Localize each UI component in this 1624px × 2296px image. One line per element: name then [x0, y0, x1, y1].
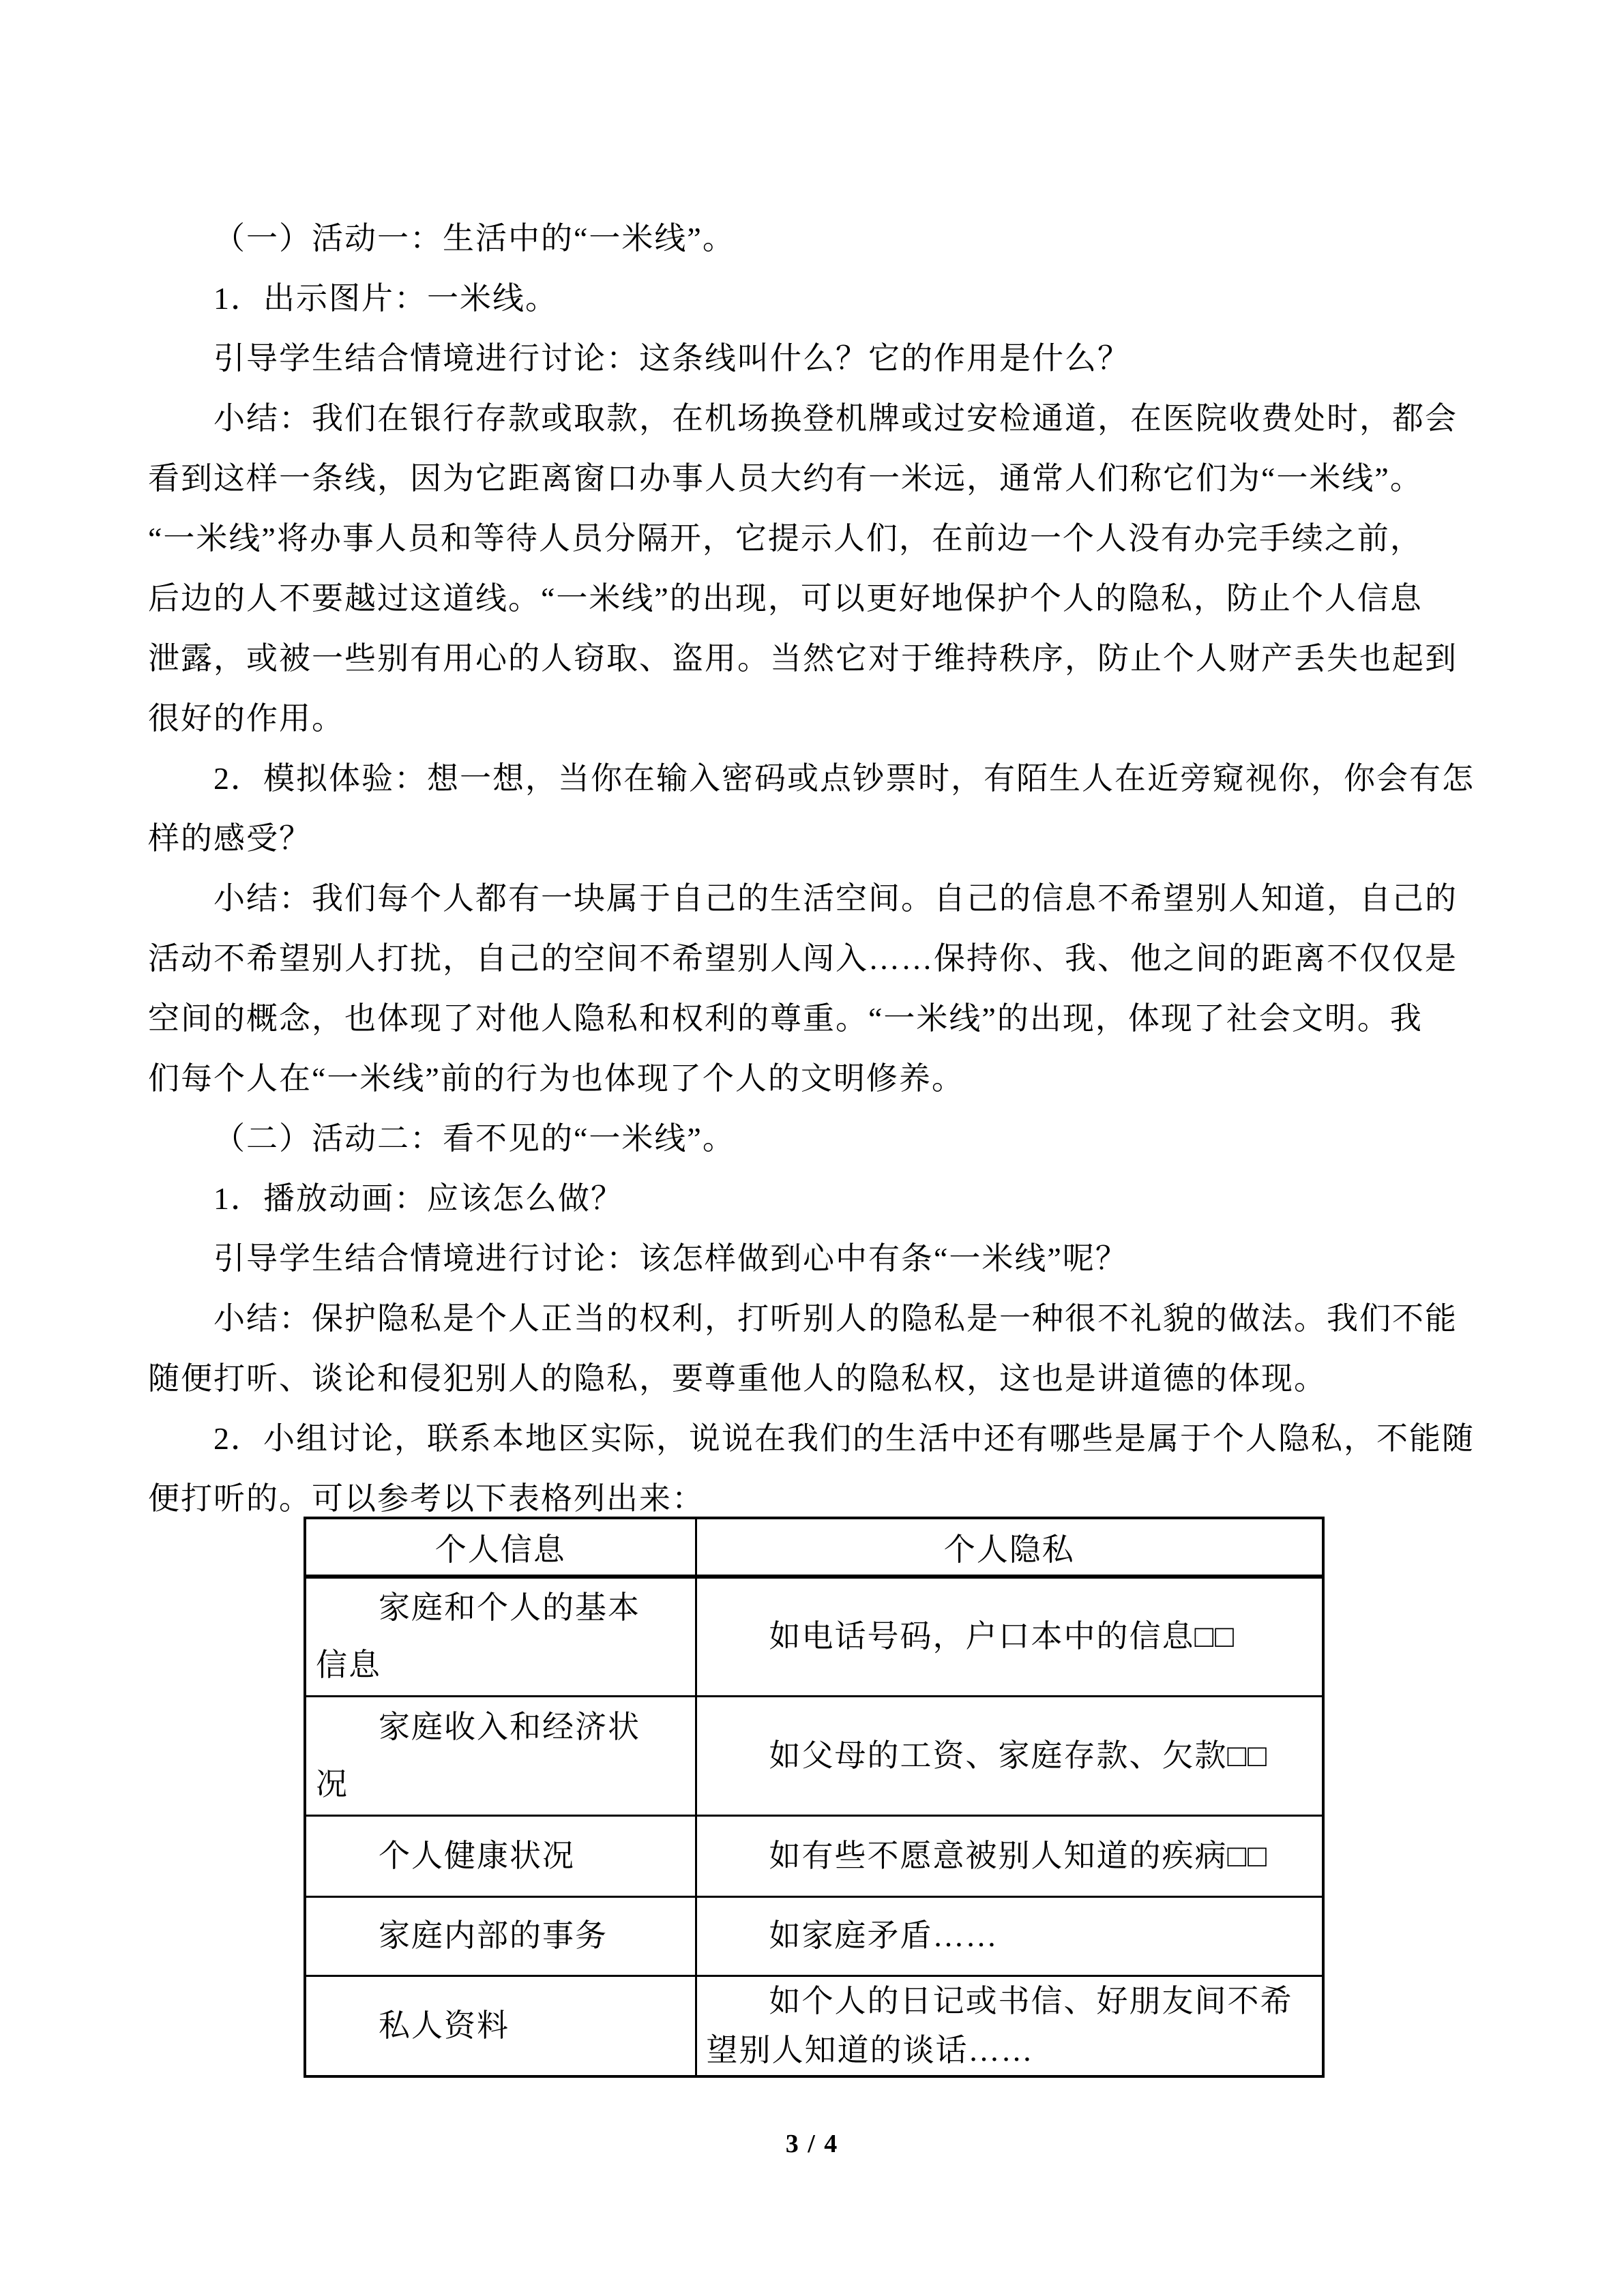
cell-info	[305, 1815, 696, 1896]
cell-info	[305, 1976, 696, 2076]
cell-line: 个人健康状况	[379, 1838, 575, 1873]
cell-line: 家庭收入和经济状	[379, 1709, 640, 1744]
body-line: （一）活动一：生活中的“一米线”。	[213, 221, 735, 256]
cell-line: 如电话号码，户口本中的信息□□	[769, 1619, 1236, 1654]
body-line: 活动不希望别人打扰，自己的空间不希望别人闯入……保持你、我、他之间的距离不仅仅是	[148, 941, 1458, 976]
table-header-personal-info: 个人信息	[305, 1518, 696, 1577]
cell-privacy	[696, 1815, 1323, 1896]
cell-privacy	[696, 1976, 1323, 2076]
table-row	[305, 1815, 1323, 1896]
cell-privacy	[696, 1696, 1323, 1815]
table-row	[305, 1976, 1323, 2076]
table-row	[305, 1577, 1323, 1696]
body-line: 2．模拟体验：想一想，当你在输入密码或点钞票时，有陌生人在近旁窥视你，你会有怎	[213, 761, 1475, 796]
table-row	[305, 1696, 1323, 1815]
body-line: 随便打听、谈论和侵犯别人的隐私，要尊重他人的隐私权，这也是讲道德的体现。	[148, 1361, 1327, 1396]
body-line: 看到这样一条线，因为它距离窗口办事人员大约有一米远，通常人们称它们为“一米线”。	[148, 461, 1423, 496]
cell-info	[305, 1577, 696, 1696]
privacy-table	[304, 1517, 1325, 2078]
cell-line: 望别人知道的谈话……	[706, 2032, 1034, 2068]
table-header-row	[305, 1518, 1323, 1577]
body-line: 小结：保护隐私是个人正当的权利，打听别人的隐私是一种很不礼貌的做法。我们不能	[213, 1301, 1458, 1336]
body-line: 2．小组讨论，联系本地区实际，说说在我们的生活中还有哪些是属于个人隐私，不能随	[213, 1421, 1475, 1456]
body-line: 样的感受？	[148, 821, 312, 856]
body-line: 1．播放动画：应该怎么做？	[213, 1181, 623, 1216]
body-line: 小结：我们在银行存款或取款，在机场换登机牌或过安检通道，在医院收费处时，都会	[213, 401, 1458, 436]
body-line: 引导学生结合情境进行讨论：该怎样做到心中有条“一米线”呢？	[213, 1241, 1128, 1276]
cell-line: 如有些不愿意被别人知道的疾病□□	[769, 1838, 1269, 1873]
body-line: 泄露，或被一些别有用心的人窃取、盗用。当然它对于维持秩序，防止个人财产丢失也起到	[148, 641, 1458, 676]
cell-line: 如父母的工资、家庭存款、欠款□□	[769, 1738, 1269, 1773]
cell-privacy	[696, 1577, 1323, 1696]
body-line: 后边的人不要越过这道线。“一米线”的出现，可以更好地保护个人的隐私，防止个人信息	[148, 581, 1423, 616]
body-line: “一米线”将办事人员和等待人员分隔开，它提示人们，在前边一个人没有办完手续之前，	[148, 521, 1423, 556]
body-line: 空间的概念，也体现了对他人隐私和权利的尊重。“一米线”的出现，体现了社会文明。我	[148, 1001, 1423, 1036]
cell-line: 信息	[316, 1648, 381, 1683]
cell-privacy	[696, 1896, 1323, 1976]
cell-info	[305, 1696, 696, 1815]
body-line: 小结：我们每个人都有一块属于自己的生活空间。自己的信息不希望别人知道，自己的	[213, 881, 1458, 916]
cell-line: 如家庭矛盾……	[769, 1918, 999, 1953]
cell-line: 家庭内部的事务	[379, 1918, 608, 1953]
body-line: （二）活动二：看不见的“一米线”。	[213, 1121, 735, 1156]
body-line: 引导学生结合情境进行讨论：这条线叫什么？它的作用是什么？	[213, 341, 1130, 376]
cell-line: 家庭和个人的基本	[379, 1590, 640, 1626]
cell-info	[305, 1896, 696, 1976]
body-text	[148, 209, 1478, 1529]
body-line: 便打听的。可以参考以下表格列出来：	[148, 1481, 705, 1516]
table-header-personal-privacy: 个人隐私	[696, 1518, 1323, 1577]
table-row	[305, 1896, 1323, 1976]
page-number: 3 / 4	[785, 2130, 839, 2158]
body-line: 1．出示图片：一米线。	[213, 281, 558, 316]
cell-line: 况	[316, 1766, 349, 1802]
cell-line: 如个人的日记或书信、好朋友间不希	[769, 1983, 1293, 2018]
body-line: 们每个人在“一米线”前的行为也体现了个人的文明修养。	[148, 1061, 964, 1096]
body-line: 很好的作用。	[148, 701, 344, 736]
cell-line: 私人资料	[379, 2008, 510, 2043]
